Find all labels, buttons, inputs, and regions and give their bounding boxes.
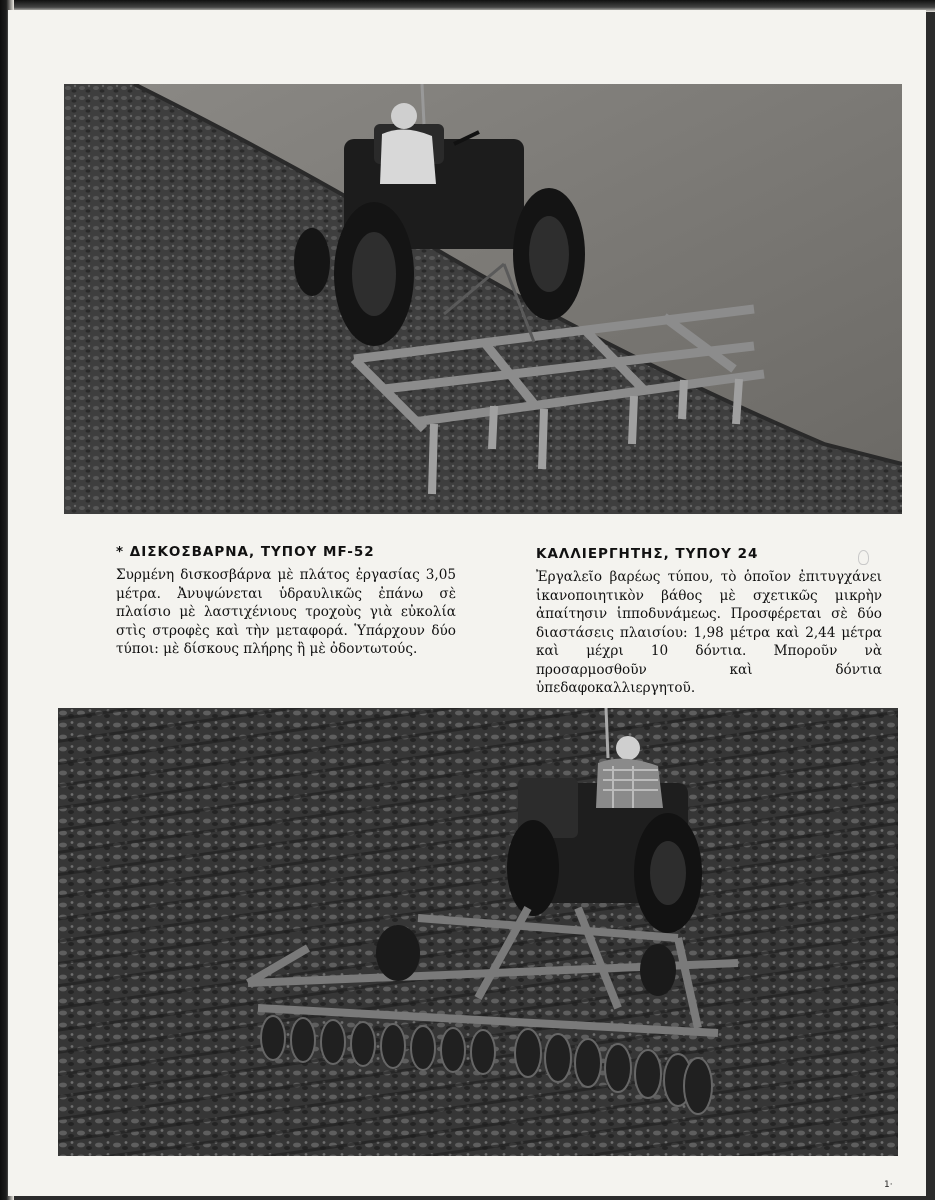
page-number: 1·: [884, 1180, 893, 1190]
photo-cultivator-image: [64, 84, 902, 514]
photo-tractor-cultivator: [64, 84, 902, 514]
caption-title-cultivator: ΚΑΛΛΙΕΡΓΗΤΗΣ, ΤΥΠΟΥ 24: [536, 546, 759, 562]
caption-body-cultivator: Ἐργαλεῖο βαρέως τύπου, τὸ ὁποῖον ἐπιτυγχάνει ἱκανοποιητικὸν βάθος μὲ σχετικῶς μικρὴν ἀπαίτησιν ἱπποδυνάμεως. Προσφέρεται σὲ δύο διαστάσεις πλαισίου: 1,98 μέτρα καὶ 2,44 μέτρα καὶ μέχρι 10 δόντια. Μποροῦν νὰ προσαρμοσθοῦν καὶ δόντια ὑπεδαφοκαλλιεργητοῦ.: [536, 569, 882, 696]
photo-disc-harrow-image: [58, 708, 898, 1156]
caption-disc-harrow: [116, 544, 456, 659]
caption-title-disc-harrow: * ΔΙΣΚΟΣΒΑΡΝΑ, ΤΥΠΟΥ MF-52: [116, 544, 375, 560]
photo-tractor-disc-harrow: [58, 708, 898, 1156]
print-mark: [858, 550, 869, 565]
caption-body-disc-harrow: Συρμένη δισκοσβάρνα μὲ πλάτος ἐργασίας 3,05 μέτρα. Ἀνυψώνεται ὑδραυλικῶς ἐπάνω σὲ πλαίσιο μὲ λαστιχένιους τροχοὺς γιὰ εὐκολία στὶς στροφὲς καὶ τὴν μεταφορά. Ὑπάρχουν δύο τύποι: μὲ δίσκους πλήρης ἢ μὲ ὀδοντωτούς.: [116, 567, 456, 657]
caption-cultivator: [536, 546, 882, 698]
brochure-page: [8, 10, 926, 1196]
